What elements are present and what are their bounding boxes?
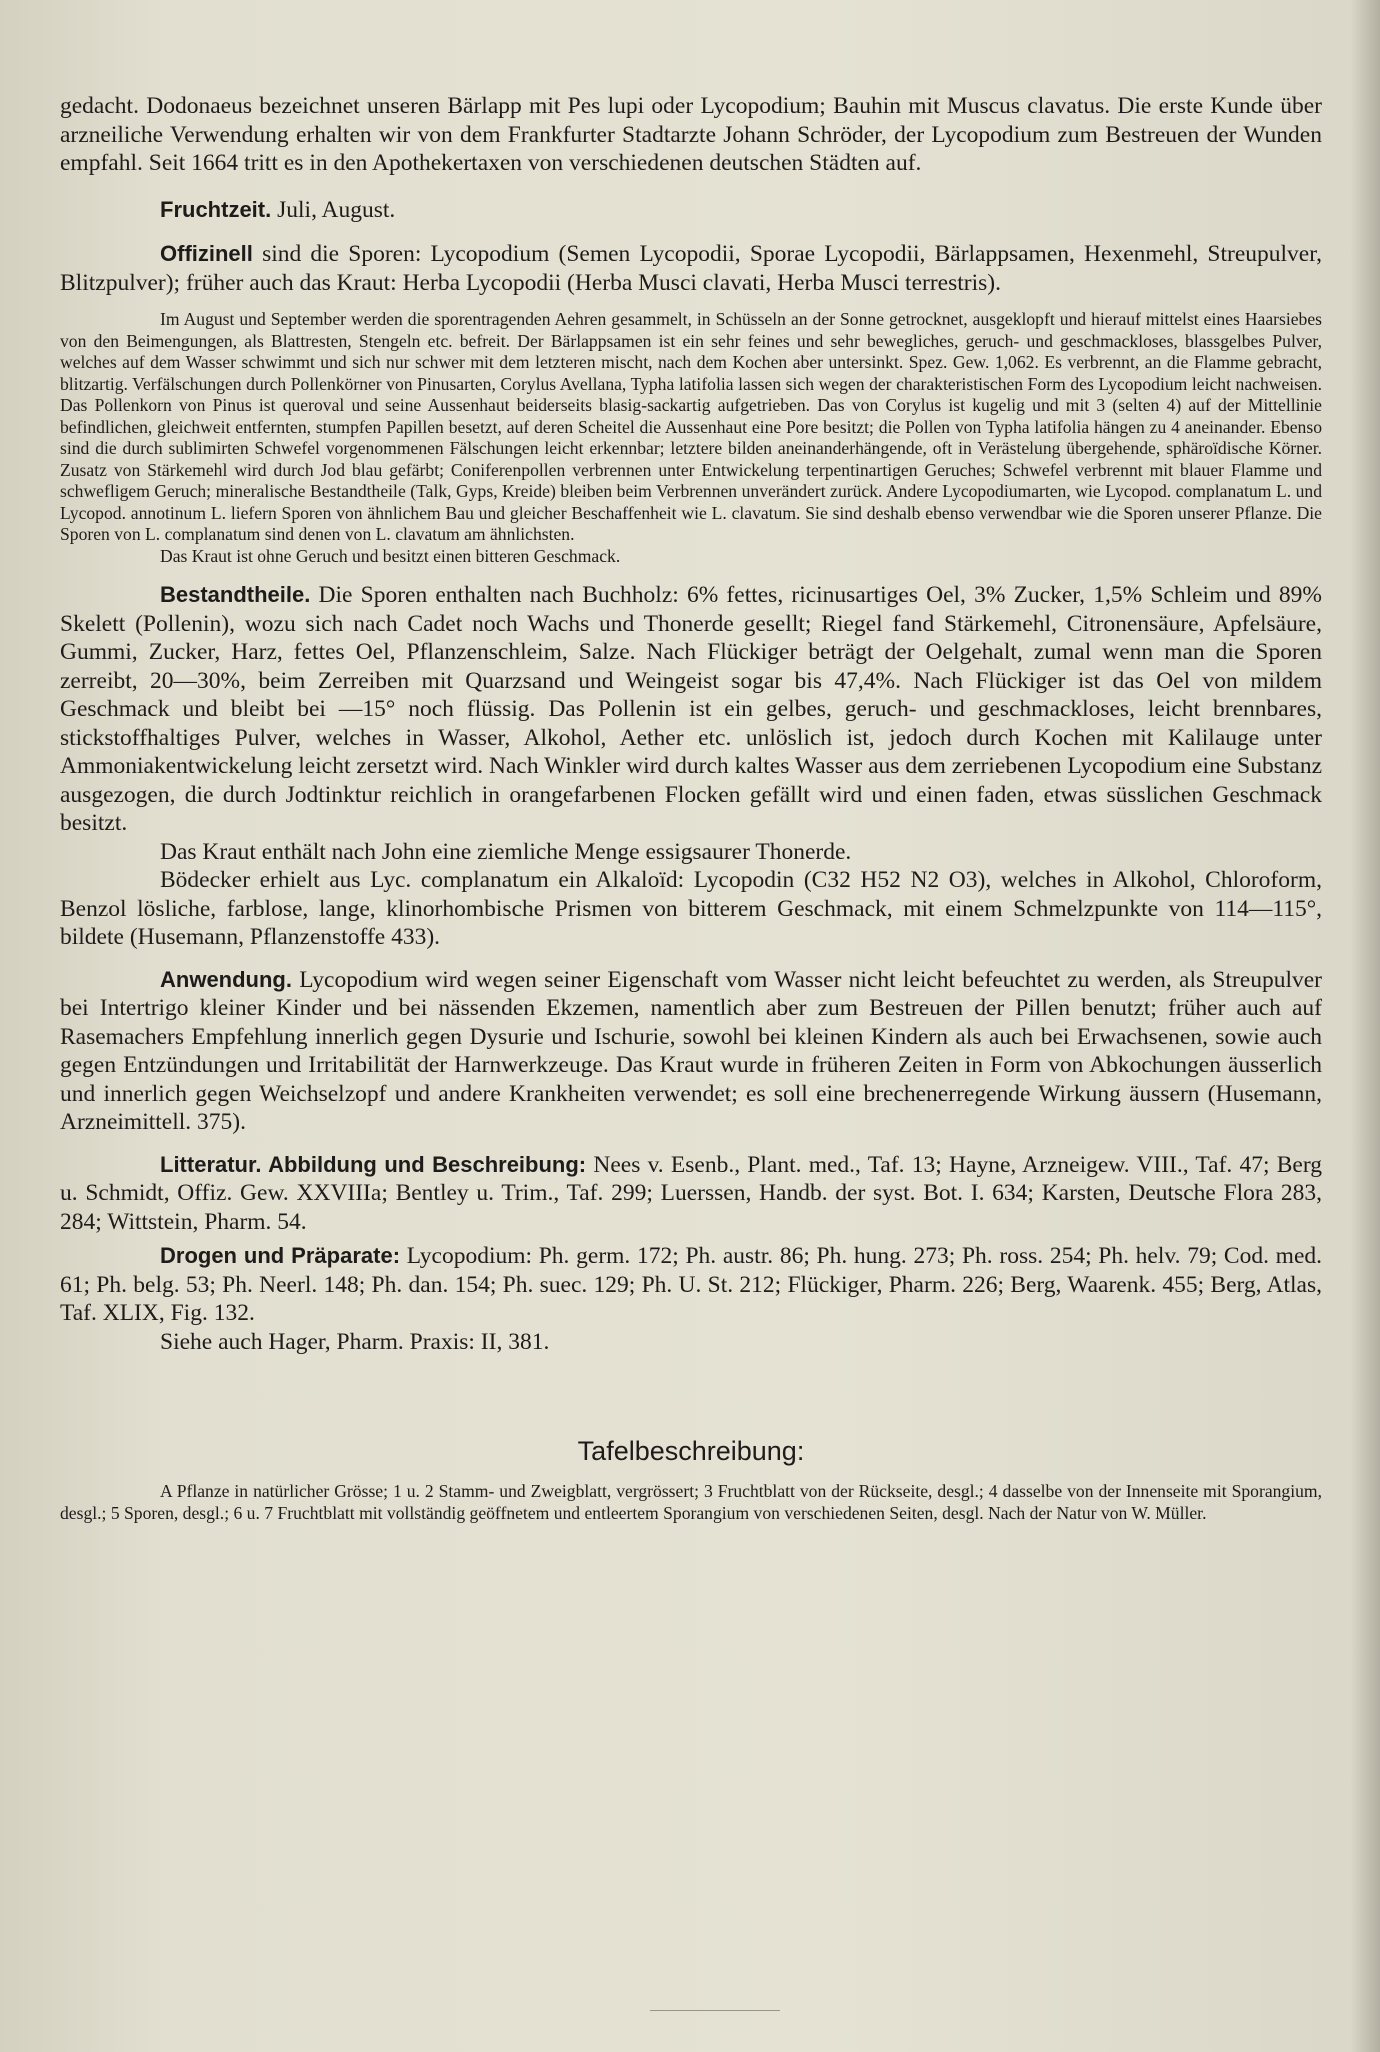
- intro-paragraph: gedacht. Dodonaeus bezeichnet unseren Bärlapp mit Pes lupi oder Lycopodium; Bauhin mit Muscus clavatus. Die erste Kunde über arzneiliche Verwendung erhalten wir von dem Frankfurter Stadtarzte Johann Schröder, der Lycopodium zum Bestreuen der Wunden empfahl. Seit 1664 tritt es in den Apothekertaxen von verschiedenen deutschen Städten auf.: [60, 93, 1322, 176]
- offizinell-text: sind die Sporen: Lycopodium (Semen Lycopodii, Sporae Lycopodii, Bärlappsamen, Hexenmehl, Streupulver, Blitzpulver); früher auch das Kraut: Herba Lycopodii (Herba Musci clavati, Herba Musci terrestris).: [60, 241, 1322, 296]
- anwendung-text: Lycopodium wird wegen seiner Eigenschaft vom Wasser nicht leicht befeuchtet zu werden, als Streupulver bei Intertrigo kleiner Kinder und bei nässenden Ekzemen, namentlich aber zum Bestreuen der Pillen benutzt; früher auch auf Rasemachers Empfehlung innerlich gegen Dysurie und Ischurie, sowohl bei kleinen Kindern als auch bei Erwachsenen, sowie auch gegen Entzündungen und Irritabilität der Harnwerkzeuge. Das Kraut wurde in früheren Zeiten in Form von Abkochungen äusserlich und innerlich gegen Weichselzopf und andere Krankheiten verwendet; es soll eine brechenerregende Wirkung äussern (Husemann, Arzneimittell. 375).: [60, 966, 1323, 1135]
- tafel-heading: Tafelbeschreibung:: [577, 1436, 805, 1466]
- offizinell-small-paragraph: Im August und September werden die sporentragenden Aehren gesammelt, in Schüsseln an der Sonne getrocknet, ausgeklopft und hierauf mittelst eines Haarsiebes von den Beimengungen, als Blattresten, Stengeln etc. befreit. Der Bärlappsamen ist ein sehr feines und sehr bewegliches, geruch- und geschmackloses, blassgelbes Pulver, welches auf dem Wasser schwimmt und sich nur schwer mit dem letzteren mischt, nach dem Kochen aber untersinkt. Spez. Gew. 1,062. Es verbrennt, an die Flamme gebracht, blitzartig. Verfälschungen durch Pollenkörner von Pinusarten, Corylus Avellana, Typha latifolia lassen sich wegen der charakteristischen Form des Lycopodium leicht nachweisen. Das Pollenkorn von Pinus ist queroval und seine Aussenhaut beiderseits blasig-sackartig aufgetrieben. Das von Corylus ist kugelig und mit 3 (selten 4) auf der Mittellinie befindlichen, gleichweit entfernten, stumpfen Papillen besetzt, auf deren Scheitel die Aussenhaut eine Pore besitzt; die Pollen von Typha latifolia hängen zu 4 aneinander. Ebenso sind die durch sublimirten Schwefel vorgenommenen Fälschungen leicht erkennbar; letztere bilden aneinanderhängende, oft in Verästelung übergehende, sphäroïdische Körner. Zusatz von Stärkemehl wird durch Jod blau gefärbt; Coniferenpollen verbrennen unter Entwickelung terpentinartigen Geruches; Schwefel verbrennt mit blauer Flamme und schwefligem Geruch; mineralische Bestandtheile (Talk, Gyps, Kreide) bleiben beim Verbrennen unverändert zurück. Andere Lycopodiumarten, wie Lycopod. complanatum L. und Lycopod. annotinum L. liefern Sporen von ähnlichem Bau und gleicher Beschaffenheit wie L. clavatum. Sie sind deshalb ebenso verwendbar wie die Sporen unserer Pflanze. Die Sporen von L. complanatum sind denen von L. clavatum am ähnlichsten.: [60, 309, 1322, 544]
- page-edge-shadow: [1350, 0, 1380, 2052]
- tafel-description: A Pflanze in natürlicher Grösse; 1 u. 2 Stamm- und Zweigblatt, vergrössert; 3 Fruchtblatt von der Rückseite, desgl.; 4 dasselbe von der Innenseite mit Sporangium, desgl.; 5 Sporen, desgl.; 6 u. 7 Fruchtblatt mit vollständig geöffnetem und entleertem Sporangium von verschiedenen Seiten, desgl. Nach der Natur von W. Müller.: [60, 1481, 1322, 1523]
- litteratur-text: Nees v. Esenb., Plant. med., Taf. 13; Hayne, Arzneigew. VIII., Taf. 47; Berg u. Schmidt, Offiz. Gew. XXVIIIa; Bentley u. Trim., Taf. 299; Luerssen, Handb. der syst. Bot. I. 634; Karsten, Deutsche Flora 283, 284; Wittstein, Pharm. 54.: [60, 1151, 1323, 1235]
- bestandtheile-heading: Bestandtheile.: [160, 582, 311, 607]
- drogen-heading: Drogen und Präparate:: [160, 1243, 401, 1268]
- fruchtzeit-paragraph: [60, 196, 1322, 225]
- anwendung-heading: Anwendung.: [160, 966, 292, 992]
- anwendung-paragraph: [60, 966, 1322, 1137]
- bestandtheile-text: Die Sporen enthalten nach Buchholz: 6% fettes, ricinusartiges Oel, 3% Zucker, 1,5% Schleim und 89% Skelett (Pollenin), wozu sich nach Cadet noch Wachs und Thonerde gesellt; Riegel fand Stärkemehl, Citronensäure, Apfelsäure, Gummi, Zucker, Harz, fettes Oel, Pflanzenschleim, Salze. Nach Flückiger beträgt der Oelgehalt, zumal wenn man die Sporen zerreibt, 20—30%, beim Zerreiben mit Quarzsand und Weingeist sogar bis 47,4%. Nach Flückiger ist das Oel von mildem Geschmack und bleibt bei —15° noch flüssig. Das Pollenin ist ein gelbes, geruch- und geschmackloses, leicht brennbares, stickstoffhaltiges Pulver, welches in Wasser, Alkohol, Aether etc. unlöslich ist, jedoch durch Kochen mit Kalilauge unter Ammoniakentwickelung leicht zersetzt wird. Nach Winkler wird durch kaltes Wasser aus dem zerriebenen Lycopodium eine Substanz ausgezogen, die durch Jodtinktur reichlich in orangefarbenen Flocken gefällt wird und einen faden, etwas süsslichen Geschmack besitzt.: [60, 582, 1323, 836]
- footer-rule: [650, 2010, 780, 2011]
- bestandtheile-kraut-paragraph: Das Kraut enthält nach John eine ziemliche Menge essigsaurer Thonerde.: [160, 838, 852, 865]
- drogen-paragraph: [60, 1242, 1322, 1328]
- bestandtheile-alkaloid-paragraph: Bödecker erhielt aus Lyc. complanatum ein Alkaloïd: Lycopodin (C32 H52 N2 O3), welches in Alkohol, Chloroform, Benzol lösliche, farblose, lange, klinorhombische Prismen von bitterem Geschmack, mit einem Schmelzpunkte von 114—115°, bildete (Husemann, Pflanzenstoffe 433).: [60, 867, 1322, 950]
- drogen-text: Lycopodium: Ph. germ. 172; Ph. austr. 86; Ph. hung. 273; Ph. ross. 254; Ph. helv. 79; Cod. med. 61; Ph. belg. 53; Ph. Neerl. 148; Ph. dan. 154; Ph. suec. 129; Ph. U. St. 212; Flückiger, Pharm. 226; Berg, Waarenk. 455; Berg, Atlas, Taf. XLIX, Fig. 132.: [60, 1243, 1323, 1326]
- text-column: [60, 92, 1322, 1524]
- bestandtheile-paragraph: [60, 581, 1322, 838]
- offizinell-kraut-note: Das Kraut ist ohne Geruch und besitzt einen bitteren Geschmack.: [160, 545, 621, 566]
- litteratur-heading: Litteratur. Abbildung und Beschreibung:: [160, 1151, 587, 1177]
- offizinell-heading: Offizinell: [160, 241, 253, 266]
- litteratur-paragraph: [60, 1151, 1322, 1237]
- fruchtzeit-text: Juli, August.: [277, 196, 396, 223]
- offizinell-paragraph: [60, 240, 1322, 297]
- drogen-siehe-line: Siehe auch Hager, Pharm. Praxis: II, 381.: [160, 1328, 550, 1355]
- fruchtzeit-heading: Fruchtzeit.: [160, 196, 272, 222]
